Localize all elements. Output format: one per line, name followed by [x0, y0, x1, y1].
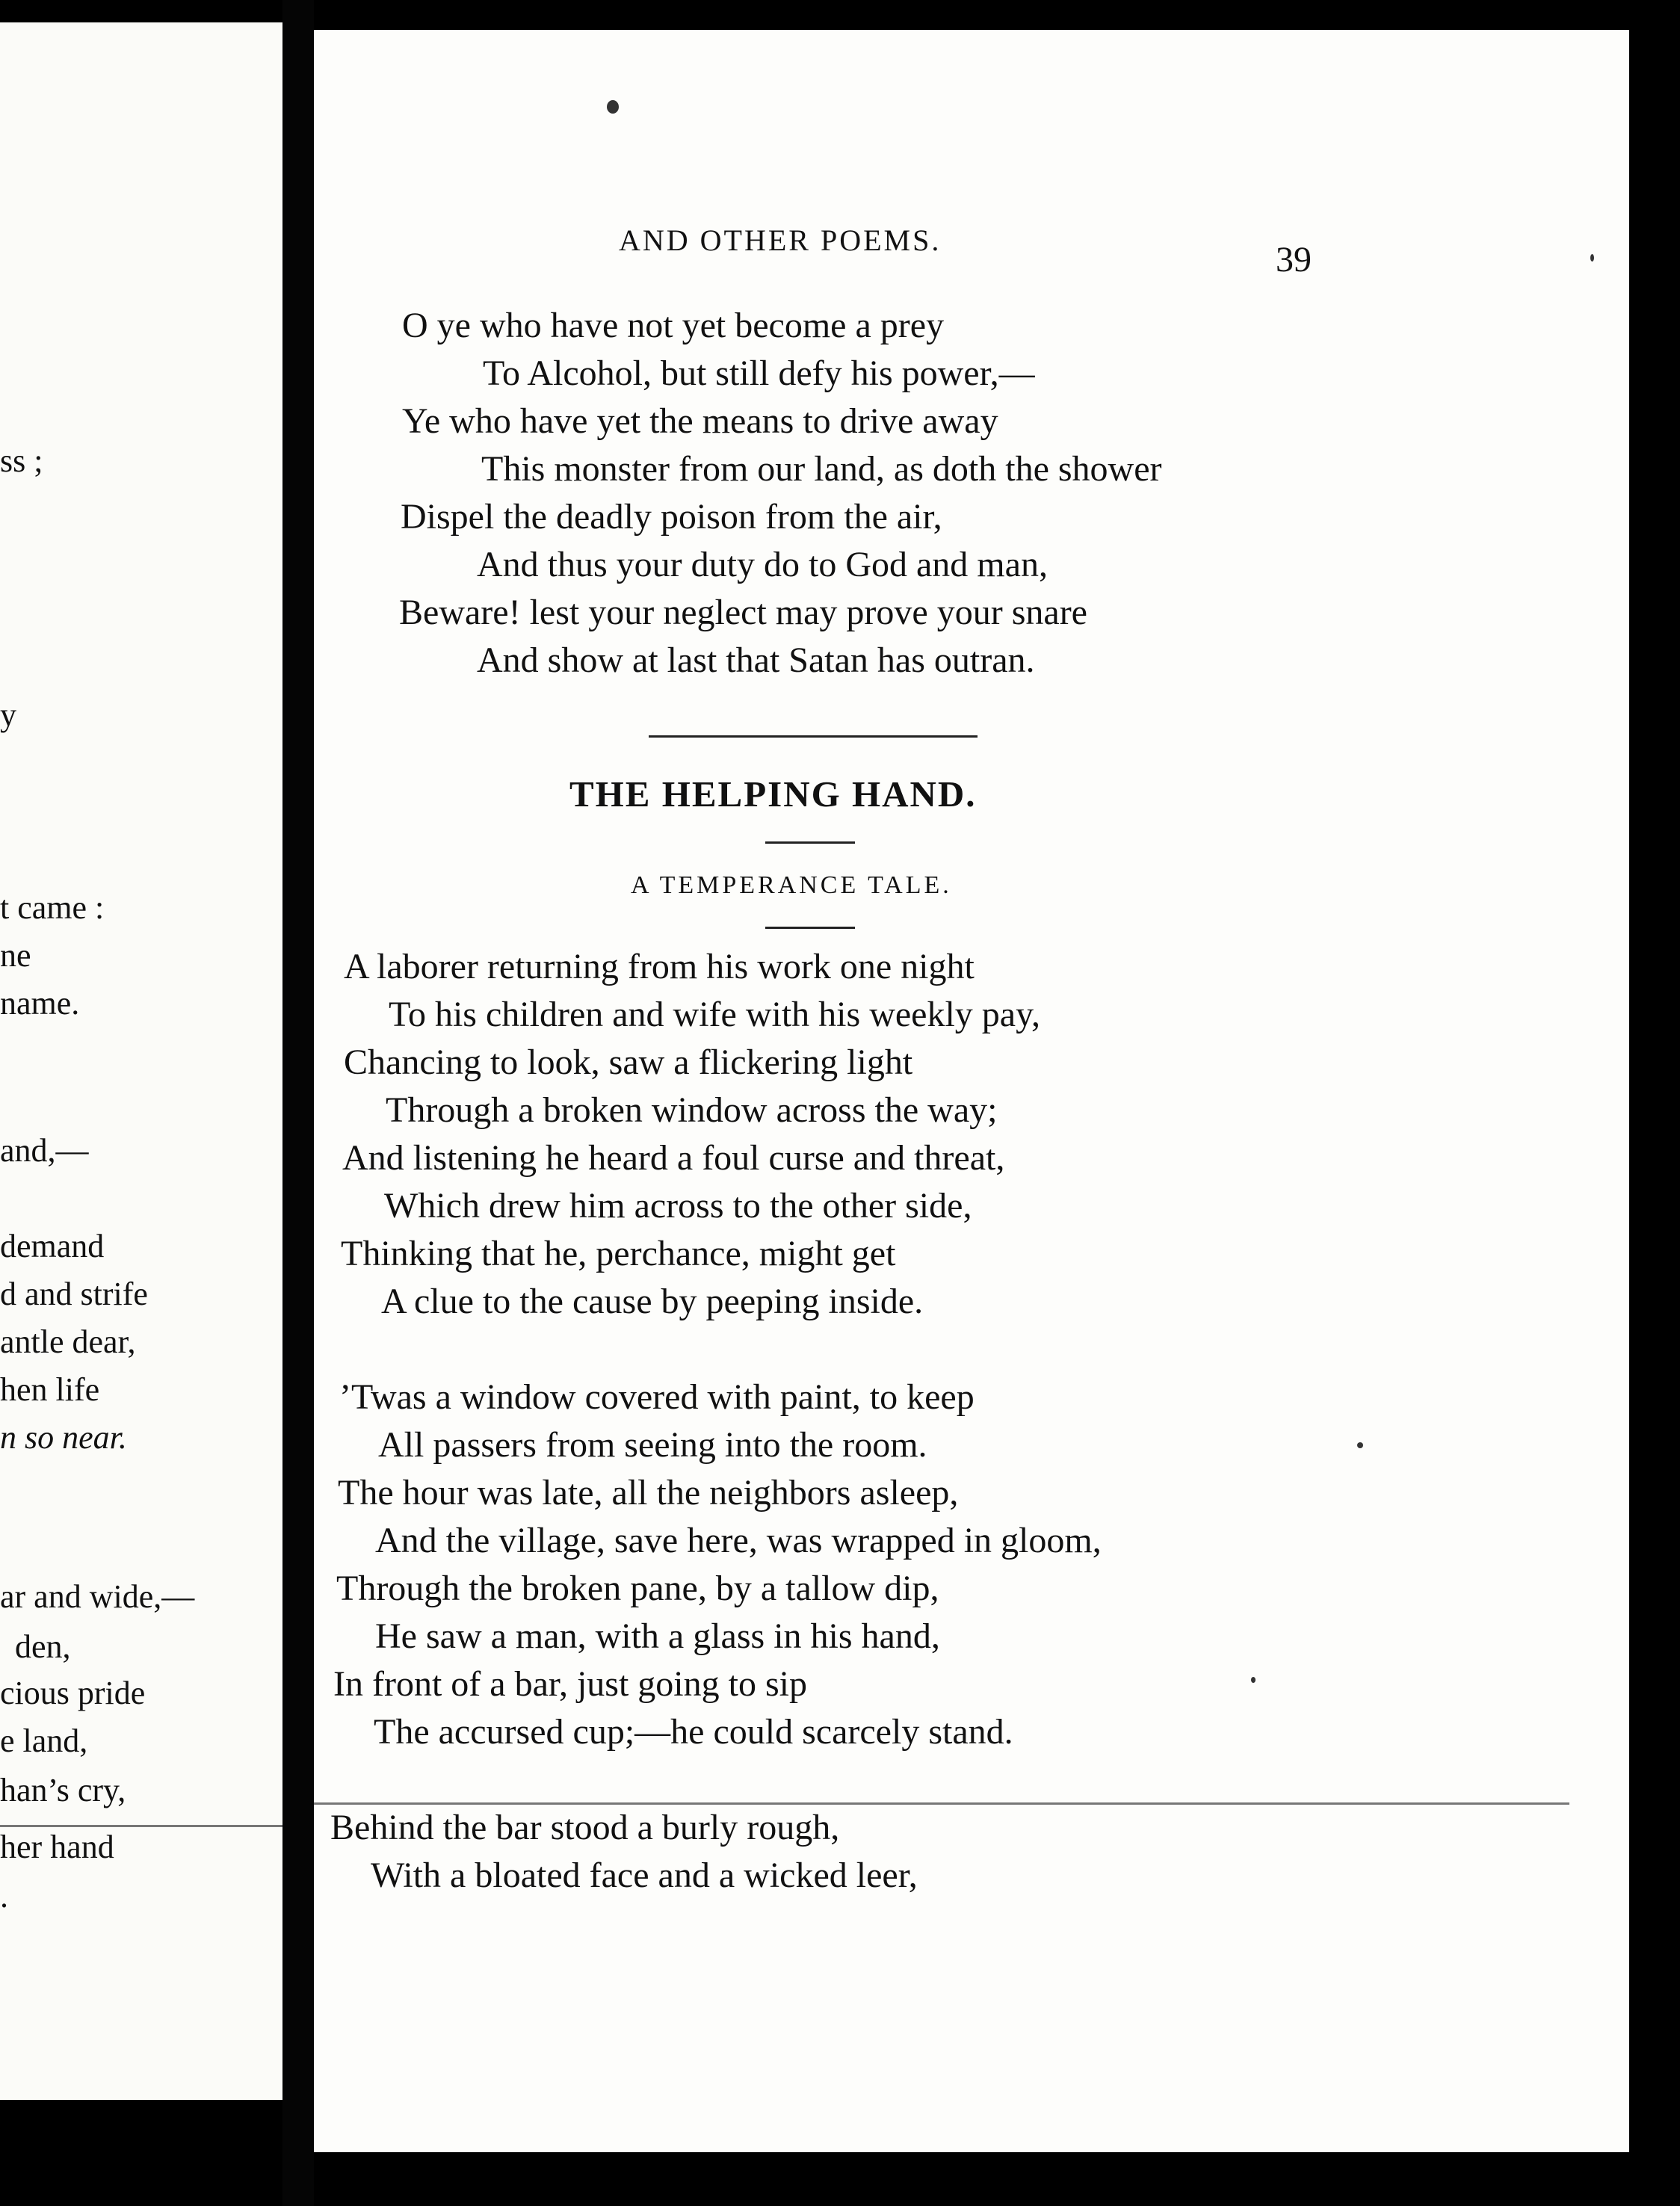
section-divider [649, 735, 978, 738]
left-fragment: and,— [0, 1132, 89, 1169]
ink-speck [1590, 254, 1594, 262]
verse-line: Dispel the deadly poison from the air, [401, 497, 942, 537]
verse-line: Chancing to look, saw a flickering light [344, 1042, 913, 1082]
scan-line [314, 1802, 1569, 1805]
verse-line: A clue to the cause by peeping inside. [381, 1282, 924, 1321]
ink-speck [1251, 1677, 1256, 1683]
left-fragment: y [0, 696, 16, 733]
left-fragment: han’s cry, [0, 1772, 126, 1808]
poem-title: THE HELPING HAND. [569, 773, 977, 815]
left-fragment: den, [15, 1628, 71, 1665]
verse-line: In front of a bar, just going to sip [333, 1664, 807, 1704]
right-page [314, 30, 1629, 2152]
subtitle-rule [765, 927, 855, 929]
verse-line: And show at last that Satan has outran. [477, 640, 1035, 680]
verse-line: To Alcohol, but still defy his power,— [483, 353, 1035, 393]
left-fragment: d and strife [0, 1276, 148, 1312]
verse-line: With a bloated face and a wicked leer, [371, 1856, 918, 1895]
left-fragment: e land, [0, 1723, 88, 1759]
verse-line: Which drew him across to the other side, [384, 1186, 972, 1226]
verse-line: The hour was late, all the neighbors asleep, [338, 1473, 959, 1513]
ink-speck [607, 100, 619, 114]
poem-subtitle: A TEMPERANCE TALE. [631, 871, 952, 899]
verse-line: O ye who have not yet become a prey [402, 306, 945, 345]
left-fragment: name. [0, 985, 80, 1022]
running-head: AND OTHER POEMS. [619, 223, 942, 257]
verse-line: ’Twas a window covered with paint, to keep [339, 1377, 975, 1417]
left-fragment: cious pride [0, 1675, 146, 1711]
left-fragment: ar and wide,— [0, 1578, 195, 1615]
book-binding [282, 0, 314, 2206]
verse-line: Thinking that he, perchance, might get [341, 1234, 896, 1273]
verse-line: All passers from seeing into the room. [378, 1425, 927, 1465]
verse-line: And the village, save here, was wrapped in gloom, [375, 1521, 1102, 1560]
verse-line: Through a broken window across the way; [386, 1090, 998, 1130]
left-fragment: her hand [0, 1829, 114, 1865]
verse-line: Behind the bar stood a burly rough, [330, 1808, 840, 1847]
verse-line: And listening he heard a foul curse and threat, [342, 1138, 1005, 1178]
scan-line [0, 1825, 282, 1827]
left-fragment: ne [0, 937, 31, 974]
page-number: 39 [1276, 240, 1312, 279]
verse-line: Beware! lest your neglect may prove your snare [399, 593, 1087, 632]
verse-line: The accursed cup;—he could scarcely stand. [374, 1712, 1013, 1752]
verse-line: He saw a man, with a glass in his hand, [375, 1616, 940, 1656]
verse-line: A laborer returning from his work one night [344, 947, 975, 986]
title-rule [765, 841, 855, 844]
left-fragment: demand [0, 1228, 105, 1264]
left-fragment: antle dear, [0, 1323, 136, 1360]
verse-line: This monster from our land, as doth the shower [481, 449, 1162, 489]
left-fragment: t came : [0, 889, 105, 926]
left-fragment: ss ; [0, 442, 43, 479]
left-fragment: hen life [0, 1371, 100, 1408]
verse-line: To his children and wife with his weekly pay, [389, 995, 1040, 1034]
left-page [0, 22, 282, 2100]
verse-line: Ye who have yet the means to drive away [402, 401, 998, 441]
verse-line: Through the broken pane, by a tallow dip, [336, 1569, 939, 1608]
verse-line: And thus your duty do to God and man, [477, 545, 1048, 584]
ink-speck [1357, 1442, 1363, 1448]
left-fragment: n so near. [0, 1419, 127, 1456]
left-fragment: . [0, 1878, 8, 1915]
